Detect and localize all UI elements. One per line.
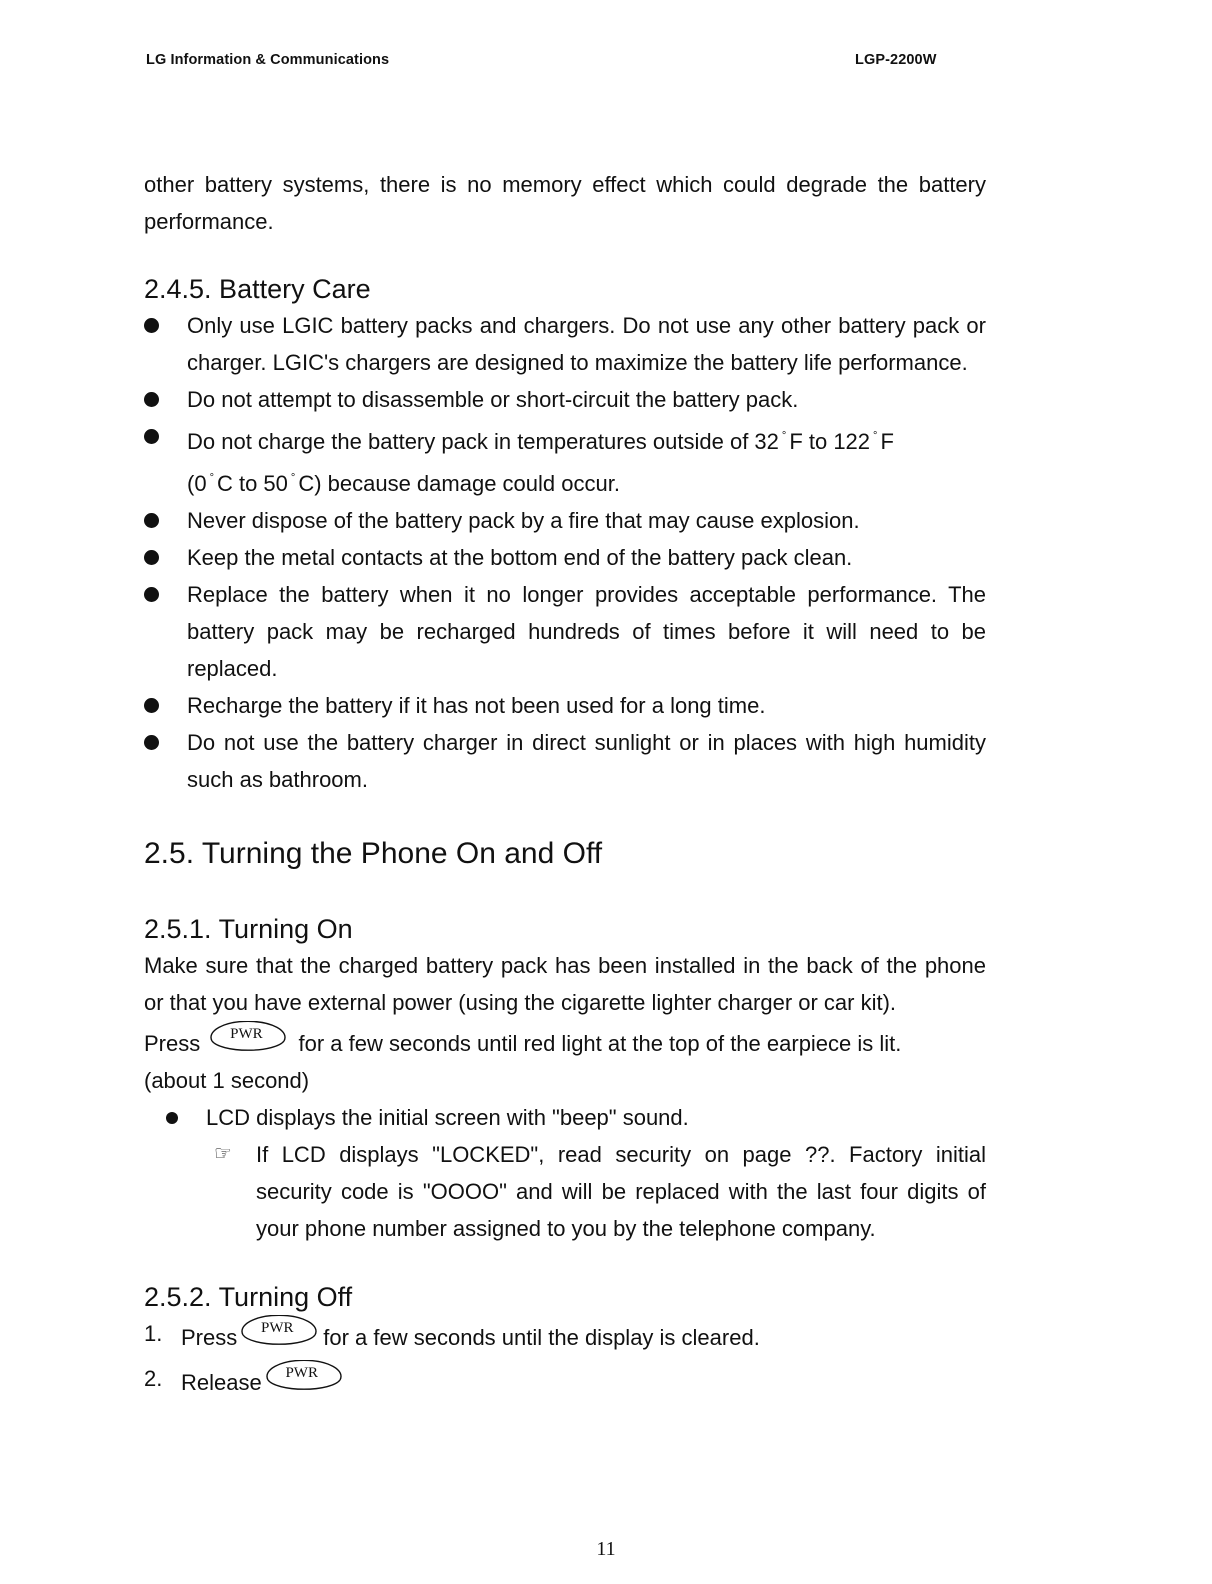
bullet-icon (144, 735, 159, 750)
press-pwr-duration: (about 1 second) (144, 1068, 310, 1093)
header-company: LG Information & Communications (146, 52, 390, 68)
turning-off-steps (144, 1315, 986, 1401)
list-item: Do not charge the battery pack in temperatures outside of 32 ° F to 122 ° F (0 ° C to 50 ° C) because damage could occur. (144, 418, 986, 502)
press-pwr-line: Press PWR for a few seconds until red light at the top of the earpiece is lit. (144, 1021, 986, 1062)
turning-off-heading: 2.5.2. Turning Off (144, 1282, 353, 1312)
turning-on-paragraph: Make sure that the charged battery pack has been installed in the back of the phone or that you have external power (using the cigarette lighter charger or car kit). (144, 953, 986, 1015)
header-model: LGP-2200W (855, 52, 937, 68)
locked-note: ☞ If LCD displays "LOCKED", read security on page ??. Factory initial security code is "OOOO" and will be replaced with the last four digits of your phone number assigned to you by the telephone company. (144, 1136, 986, 1247)
list-item: 1. Press PWR for a few seconds until the display is cleared. (144, 1315, 986, 1356)
page-number: 11 (596, 1538, 616, 1560)
list-item: Recharge the battery if it has not been used for a long time. (144, 687, 986, 724)
bullet-icon (144, 429, 159, 444)
lcd-bullet: LCD displays the initial screen with "beep" sound. (162, 1099, 986, 1136)
bullet-icon (144, 550, 159, 565)
battery-care-list (144, 307, 986, 798)
bullet-icon (144, 698, 159, 713)
pwr-key-icon: PWR (206, 1021, 292, 1055)
turning-on-heading: 2.5.1. Turning On (144, 914, 353, 944)
list-item: Do not use the battery charger in direct sunlight or in places with high humidity such as bathroom. (144, 724, 986, 798)
bullet-icon (144, 513, 159, 528)
bullet-icon (166, 1112, 178, 1124)
list-item: Replace the battery when it no longer provides acceptable performance. The battery pack may be recharged hundreds of times before it will need to be replaced. (144, 576, 986, 687)
battery-care-heading: 2.4.5. Battery Care (144, 274, 371, 304)
pointing-hand-icon: ☞ (214, 1143, 232, 1165)
intro-paragraph: other battery systems, there is no memory effect which could degrade the battery performance. (144, 172, 986, 234)
page-content (144, 166, 986, 1401)
bullet-icon (144, 587, 159, 602)
pwr-key-icon: PWR (262, 1360, 348, 1394)
list-item: Only use LGIC battery packs and chargers. Do not use any other battery pack or charger. LGIC's chargers are designed to maximize the battery life performance. (144, 307, 986, 381)
section-2-5-heading: 2.5. Turning the Phone On and Off (144, 837, 603, 870)
bullet-icon (144, 392, 159, 407)
list-item: Do not attempt to disassemble or short-circuit the battery pack. (144, 381, 986, 418)
list-item: Keep the metal contacts at the bottom end of the battery pack clean. (144, 539, 986, 576)
pwr-key-icon: PWR (237, 1315, 323, 1349)
bullet-icon (144, 318, 159, 333)
list-item: 2. Release PWR (144, 1360, 986, 1401)
list-item: Never dispose of the battery pack by a fire that may cause explosion. (144, 502, 986, 539)
